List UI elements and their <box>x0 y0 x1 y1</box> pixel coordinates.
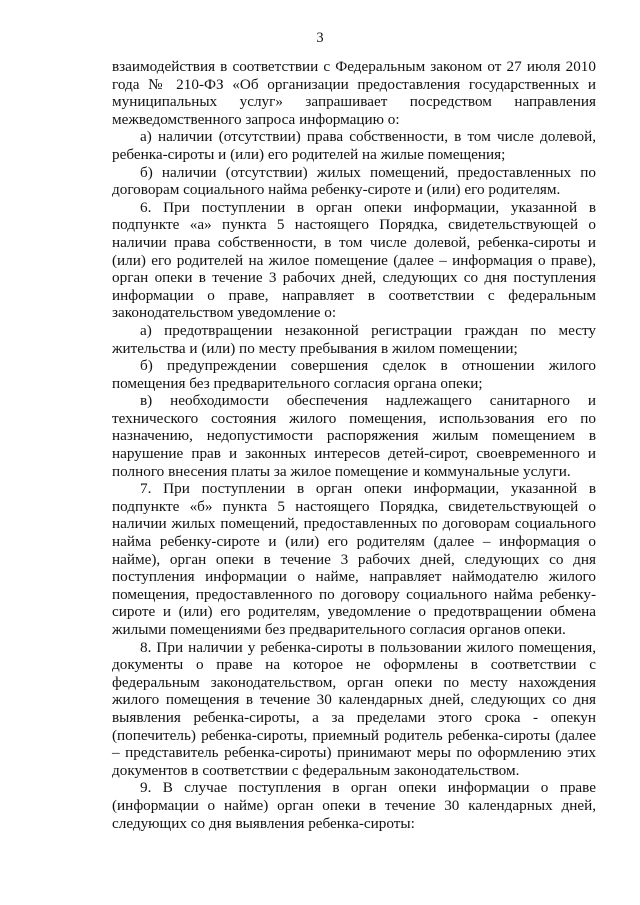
paragraph-6: 6. При поступлении в орган опеки информации, указанной в подпункте «а» пункта 5 настоящего Порядка, свидетельствующей о наличии права собственности, в том числе долевой, ребенка-сироты и (или) его родителей на жилое помещение (далее – информация о праве), орган опеки в течение 3 рабочих дней, следующих со дня поступления информации о праве, направляет в соответствии с федеральным законодательством уведомление о: <box>112 198 596 322</box>
paragraph-9: 9. В случае поступления в орган опеки информации о праве (информации о найме) орган опеки в течение 30 календарных дней, следующих со дня выявления ребенка-сироты: <box>112 779 596 832</box>
page-number: 3 <box>316 30 324 46</box>
paragraph-6b: б) предупреждении совершения сделок в отношении жилого помещения без предварительного согласия органа опеки; <box>112 357 596 392</box>
paragraph-6a: а) предотвращении незаконной регистрации граждан по месту жительства и (или) по месту пребывания в жилом помещении; <box>112 321 596 357</box>
paragraph-intro-continuation: взаимодействия в соответствии с Федеральным законом от 27 июля 2010 года № 210-ФЗ «Об организации предоставления государственных и муниципальных услуг» запрашивает посредством направления межведомственного запроса информацию о: <box>112 58 596 128</box>
document-body <box>112 58 596 832</box>
paragraph-8: 8. При наличии у ребенка-сироты в пользовании жилого помещения, документы о праве на которое не оформлены в соответствии с федеральным законодательством, орган опеки по месту нахождения жилого помещения в течение 30 календарных дней, следующих со дня выявления ребенка-сироты, а за пределами этого срока - опекун (попечитель) ребенка-сироты, приемный родитель ребенка-сироты (далее – представитель ребенка-сироты) принимают меры по оформлению этих документов в соответствии с федеральным законодательством. <box>112 638 596 779</box>
paragraph-6v: в) необходимости обеспечения надлежащего санитарного и технического состояния жилого помещения, использования его по назначению, недопустимости распоряжения жилым помещением в нарушение прав и законных интересов детей-сирот, своевременного и полного внесения платы за жилое помещение и коммунальные услуги. <box>112 392 596 480</box>
paragraph-7: 7. При поступлении в орган опеки информации, указанной в подпункте «б» пункта 5 настоящего Порядка, свидетельствующей о наличии жилых помещений, предоставленных по договорам социального найма ребенку-сироте и (или) его родителям (далее – информация о найме), орган опеки в течение 3 рабочих дней, следующих со дня поступления информации о найме, направляет наймодателю жилого помещения, предоставленного по договору социального найма ребенку-сироте и (или) его родителям, уведомление о предотвращении обмена жилыми помещениями без предварительного согласия органов опеки. <box>112 480 596 638</box>
paragraph-5b: б) наличии (отсутствии) жилых помещений, предоставленных по договорам социального найма ребенку-сироте и (или) его родителям. <box>112 163 596 199</box>
paragraph-5a: а) наличии (отсутствии) права собственности, в том числе долевой, ребенка-сироты и (или) его родителей на жилые помещения; <box>112 128 596 163</box>
